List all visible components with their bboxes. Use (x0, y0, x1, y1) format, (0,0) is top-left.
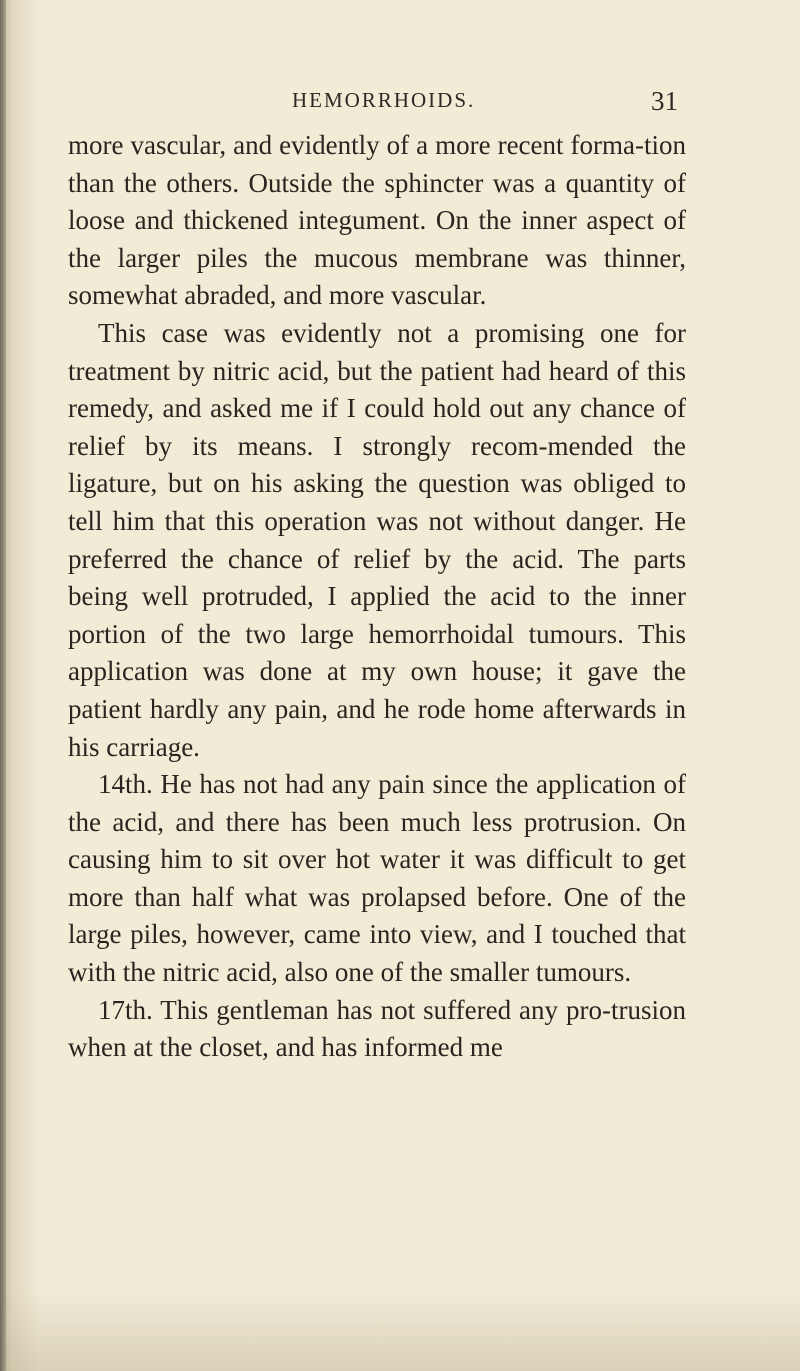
paragraph: 17th. This gentleman has not suffered any pro-trusion when at the closet, and has informed me (68, 994, 686, 1063)
binding-edge (0, 0, 6, 1371)
paragraph: 14th. He has not had any pain since the application of the acid, and there has been much less protrusion. On causing him to sit over hot water it was difficult to get more than half what was prolapsed before. One of the large piles, however, came into view, and I touched that with the nitric acid, also one of the smaller tumours. (68, 769, 686, 988)
paragraph: more vascular, and evidently of a more recent forma-tion than the others. Outside the sphincter was a quantity of loose and thickened integument. On the inner aspect of the larger piles the mucous membrane was thinner, somewhat abraded, and more vascular. (68, 130, 686, 311)
paragraph: This case was evidently not a promising one for treatment by nitric acid, but the patient had heard of this remedy, and asked me if I could hold out any chance of relief by its means. I strongly recom-mended the ligature, but on his asking the question was obliged to tell him that this operation was not without danger. He preferred the chance of relief by the acid. The parts being well protruded, I applied the acid to the inner portion of the two large hemorrhoidal tumours. This application was done at my own house; it gave the patient hardly any pain, and he rode home afterwards in his carriage. (68, 317, 686, 762)
page-number: 31 (651, 86, 678, 116)
page-header (0, 88, 800, 128)
running-head: HEMORRHOIDS. (292, 88, 476, 112)
body-text (68, 127, 686, 1067)
